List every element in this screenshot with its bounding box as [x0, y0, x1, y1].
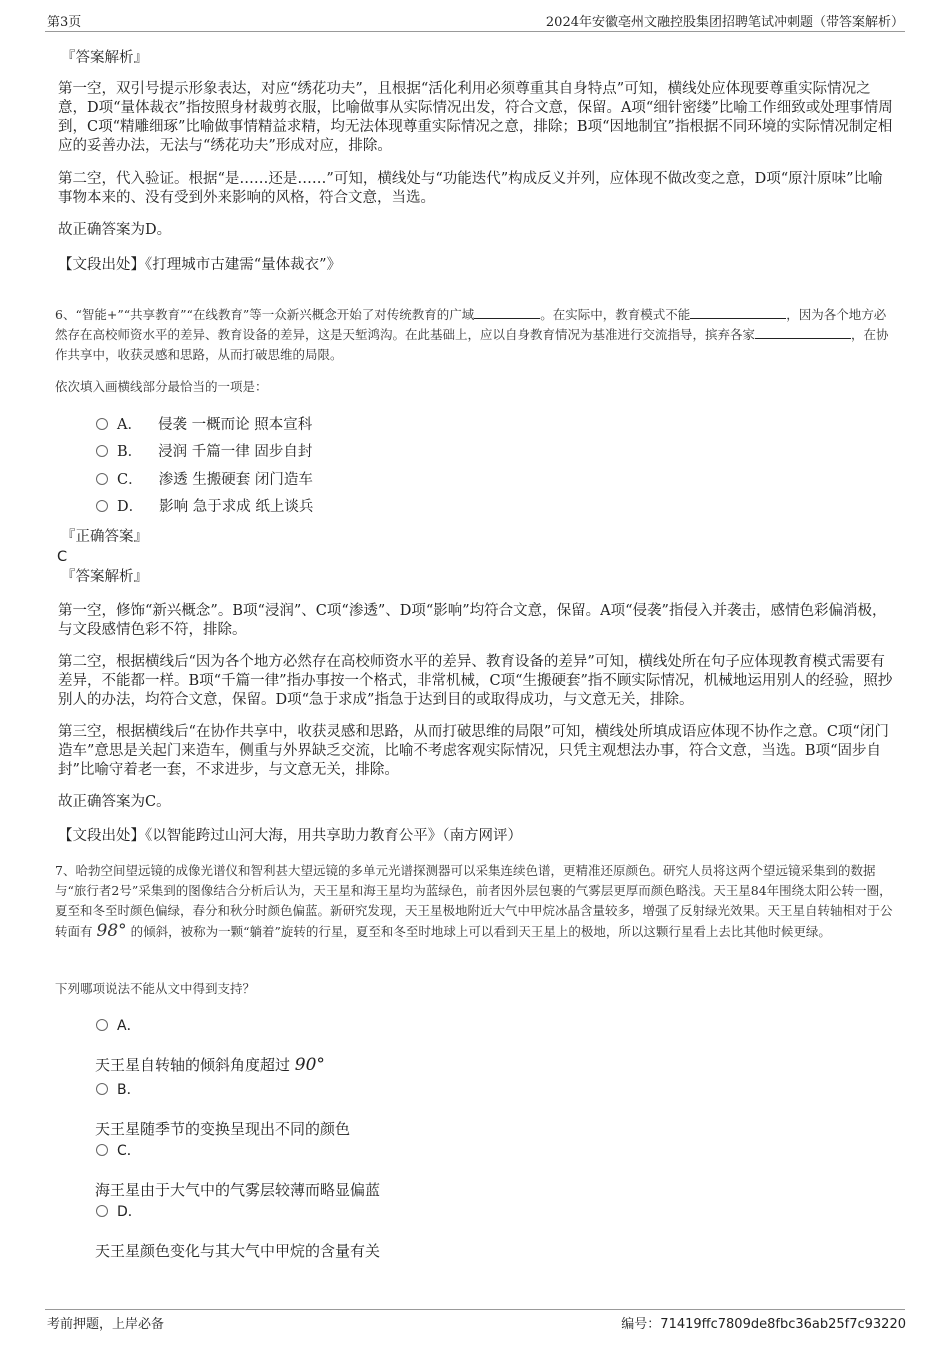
q7-option-b[interactable]: B．	[96, 1081, 141, 1099]
q6-option-a[interactable]: A． 侵袭 一概而论 照本宣科	[96, 415, 312, 435]
radio-icon[interactable]	[96, 1083, 108, 1095]
q6-blank-1	[474, 306, 540, 319]
q7-option-a-degree: 90°	[294, 1055, 325, 1075]
q6-option-d[interactable]: D． 影响 急于求成 纸上谈兵	[96, 497, 313, 517]
q7-prompt: 下列哪项说法不能从文中得到支持？	[55, 981, 256, 996]
footer-divider	[45, 1309, 905, 1310]
q6-source: 【文段出处】《以智能跨过山河大海，用共享助力教育公平》（南方网评）	[58, 828, 522, 844]
footer-slogan: 考前押题，上岸必备	[47, 1317, 165, 1332]
q7-option-c[interactable]: C．	[96, 1142, 141, 1160]
radio-icon[interactable]	[96, 445, 108, 457]
q7-stem	[55, 861, 897, 942]
q5-analysis-para-1: 第一空，双引号提示形象表达，对应“绣花功夫”，且根据“活化利用必须尊重其自身特点”可知，横线处应体现要尊重实际情况之意，D项“量体裁衣”指按照身材裁剪衣服，比喻做事从实际情况出发，符合文意，保留。A项“细针密缕”比喻工作细致或处理事情周到，C项“精雕细琢”比喻做事情精益求精，均无法体现尊重实际情况之意，排除；B项“因地制宜”指根据不同环境的实际情况制定相应的妥善办法，无法与“绣花功夫”形成对应，排除。	[58, 81, 893, 154]
q6-stem	[55, 305, 897, 365]
radio-icon[interactable]	[96, 1205, 108, 1217]
q5-analysis-label: 『答案解析』	[61, 50, 148, 66]
q7-option-d-text: 天王星颜色变化与其大气中甲烷的含量有关	[95, 1242, 381, 1260]
q7-option-a[interactable]: A．	[96, 1017, 141, 1035]
q6-prompt: 依次填入画横线部分最恰当的一项是：	[55, 379, 268, 394]
q6-blank-3	[755, 326, 851, 339]
q6-stem-part-4: ，在协作共享中，收获灵感和思路，从而打破思维的局限。	[55, 327, 889, 362]
q5-conclusion: 故正确答案为D。	[58, 222, 172, 238]
q6-answer-value: C	[57, 549, 68, 565]
footer-serial: 编号：71419ffc7809de8fbc36ab25f7c93220	[621, 1317, 906, 1332]
radio-icon[interactable]	[96, 418, 108, 430]
q7-option-c-text: 海王星由于大气中的气雾层较薄而略显偏蓝	[95, 1181, 381, 1199]
q6-analysis-para-2: 第二空，根据横线后“因为各个地方必然存在高校师资水平的差异、教育设备的差异”可知，横线处所在句子应体现教育模式需要有差异，不能都一样。B项“千篇一律”指办事按一个格式，非常机械，C项“生搬硬套”指不顾实际情况，机械地运用别人的经验，照抄别人的办法，均符合文意，保留。D项“急于求成”指急于达到目的或取得成功，与文意无关，排除。	[58, 654, 893, 708]
q7-option-a-text: 天王星自转轴的倾斜角度超过 90°	[95, 1055, 325, 1075]
q6-option-b[interactable]: B． 浸润 千篇一律 固步自封	[96, 442, 312, 462]
q6-stem-part-3: ，因为各个地方必然存在高校师资水平的差异、教育设备的差异，这是天堑鸿沟。在此基础上，应以自身教育情况为基准进行交流指导，摈弃各家	[55, 307, 887, 342]
radio-icon[interactable]	[96, 1144, 108, 1156]
q5-analysis-para-2: 第二空，代入验证。根据“是……还是……”可知，横线处与“功能迭代”构成反义并列，应体现不做改变之意，D项“原汁原味”比喻事物本来的、没有受到外来影响的风格，符合文意，当选。	[58, 171, 883, 206]
q6-blank-2	[690, 306, 786, 319]
page-number: 第3页	[47, 15, 82, 30]
q7-option-b-text: 天王星随季节的变换呈现出不同的颜色	[95, 1120, 351, 1138]
q7-stem-part-2: 的倾斜，被称为一颗“躺着”旋转的行星，夏至和冬至时地球上可以看到天王星上的极地，所以这颗行星看上去比其他时候更绿。	[130, 924, 831, 939]
radio-icon[interactable]	[96, 1019, 108, 1031]
q6-conclusion: 故正确答案为C。	[58, 794, 171, 810]
q6-answer-label: 『正确答案』	[61, 529, 148, 545]
q6-analysis-label: 『答案解析』	[61, 569, 148, 585]
q5-source: 【文段出处】《打理城市古建需“量体裁衣”》	[58, 257, 342, 273]
q7-option-d[interactable]: D．	[96, 1203, 142, 1221]
q6-option-c[interactable]: C． 渗透 生搬硬套 闭门造车	[96, 470, 313, 490]
q7-stem-part-1: 7、哈勃空间望远镜的成像光谱仪和智利甚大望远镜的多单元光谱探测器可以采集连续色谱，更精准还原颜色。研究人员将这两个望远镜采集到的数据与“旅行者2号”采集到的图像结合分析后认为，天王星和海王星均为蓝绿色，前者因外层包裹的气雾层更厚而颜色略浅。天王星84年围绕太阳公转一圈，夏至和冬至时颜色偏绿，春分和秋分时颜色偏蓝。新研究发现，天王星极地附近大气中甲烷冰晶含量较多，增强了反射绿光效果。天王星自转轴相对于公转面有	[55, 863, 893, 939]
q6-stem-part-1: 6、“智能+”“共享教育”“在线教育”等一众新兴概念开始了对传统教育的广域	[55, 307, 475, 322]
q6-analysis-para-3: 第三空，根据横线后“在协作共享中，收获灵感和思路，从而打破思维的局限”可知，横线处所填成语应体现不协作之意。C项“闭门造车”意思是关起门来造车，侧重与外界缺乏交流，比喻不考虑客观实际情况，只凭主观想法办事，符合文意，当选。B项“固步自封”比喻守着老一套，不求进步，与文意无关，排除。	[58, 724, 889, 778]
radio-icon[interactable]	[96, 500, 108, 512]
q6-stem-part-2: 。在实际中，教育模式不能	[540, 307, 691, 322]
q7-stem-degree: 98°	[96, 921, 127, 941]
q6-analysis-para-1: 第一空，修饰“新兴概念”。B项“浸润”、C项“渗透”、D项“影响”均符合文意，保留。A项“侵袭”指侵入并袭击，感情色彩偏消极，与文段感情色彩不符，排除。	[58, 603, 887, 638]
radio-icon[interactable]	[96, 473, 108, 485]
document-title: 2024年安徽亳州文融控股集团招聘笔试冲刺题（带答案解析）	[545, 15, 904, 30]
header-divider	[45, 31, 905, 32]
